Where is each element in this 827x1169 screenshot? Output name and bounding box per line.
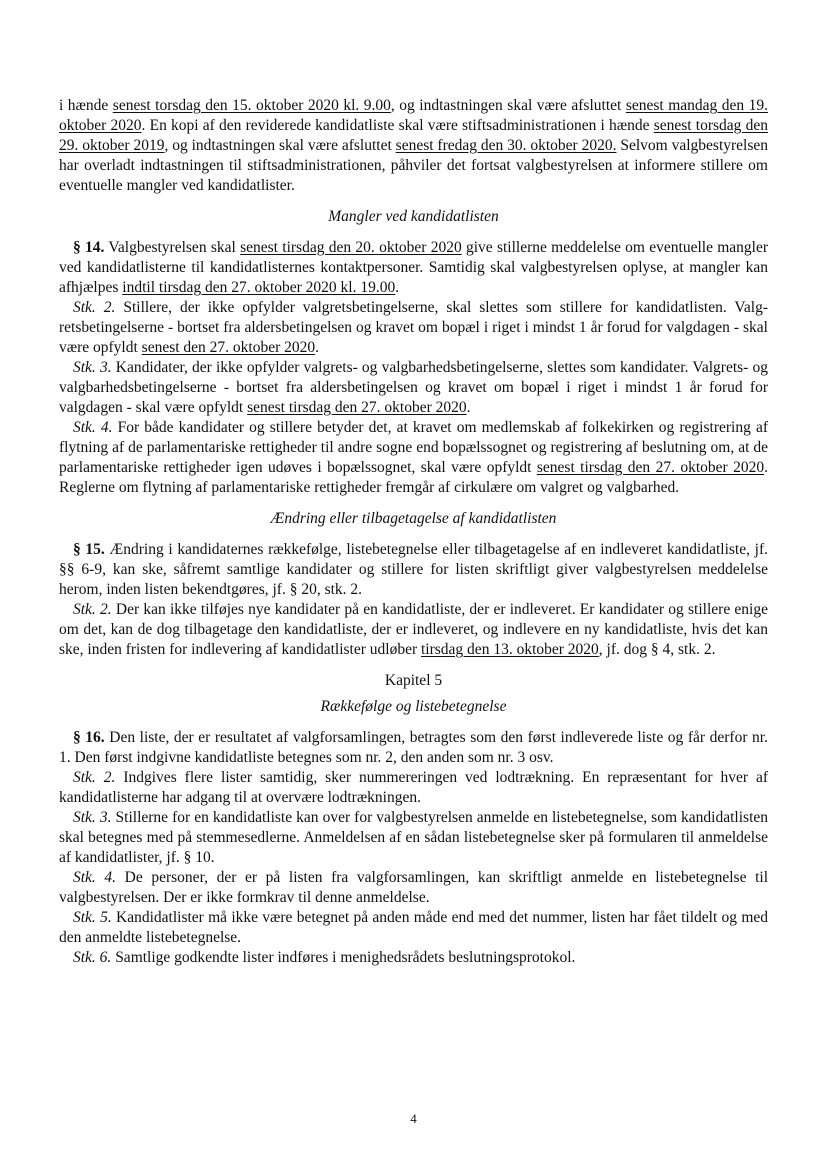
paragraph-number: § 16.	[73, 729, 105, 746]
paragraph-14-stk-3: Stk. 3. Kandidater, der ikke opfylder valgrets- og valgbarhedsbetingelserne, slettes som kandidater. Valgrets- og valgbarhedsbetingelserne - bortset fra aldersbetingelsen og kravet om bopæl i riget i mindst 1 år forud for valgdagen - skal være opfyldt senest tirsdag den 27. oktober 2020.	[59, 359, 768, 416]
deadline-date: senest tirsdag den 20. oktober 2020	[240, 239, 462, 256]
section-heading-mangler: Mangler ved kandidatlisten	[328, 208, 499, 225]
paragraph-14-stk-2: Stk. 2. Stillere, der ikke opfylder valgretsbetingelserne, skal slettes som stillere for kandidatlisten. Valgretsbetingelserne - bortset fra aldersbetingelsen og kravet om bopæl i riget i mindst 1 år forud for valgdagen - skal være opfyldt senest den 27. oktober 2020.	[59, 299, 769, 356]
section-heading-raekkefoelge: Rækkefølge og listebetegnelse	[320, 698, 507, 715]
stk-label: Stk. 4.	[73, 419, 113, 436]
stk-label: Stk. 2.	[73, 601, 112, 618]
paragraph-16: § 16. Den liste, der er resultatet af valgforsamlingen, betragtes som den først indleverede liste og får derfor nr. 1. Den først indgivne kandidatliste betegnes som nr. 2, den anden som nr. 3 osv.	[59, 729, 768, 766]
stk-label: Stk. 2.	[73, 299, 116, 316]
page-number: 4	[410, 1111, 417, 1126]
deadline-date: senest torsdag den 15. oktober 2020 kl. 9.00	[112, 97, 391, 114]
deadline-date: senest torsdag den 29. oktober 2019	[59, 117, 768, 154]
paragraph-16-stk-2: Stk. 2. Indgives flere lister samtidig, sker nummereringen ved lodtrækning. En repræsentant for hver af kandidatlisterne har adgang til at overvære lodtrækningen.	[59, 769, 768, 806]
deadline-date: senest tirsdag den 27. oktober 2020	[536, 459, 765, 476]
stk-label: Stk. 6.	[73, 949, 112, 966]
deadline-date: indtil tirsdag den 27. oktober 2020 kl. 19.00	[122, 279, 396, 296]
page-body	[59, 96, 768, 968]
intro-paragraph: i hænde senest torsdag den 15. oktober 2020 kl. 9.00, og indtastningen skal være afsluttet senest mandag den 19. oktober 2020. En kopi af den reviderede kandidatliste skal være stiftsadministrationen i hænde senest torsdag den 29. oktober 2019, og indtastningen skal være afsluttet senest fredag den 30. oktober 2020. Selvom valgbestyrelsen har overladt indtastningen til stiftsadministrationen, påhviler det fortsat valgbestyrelsen at informere stillere om eventuelle mangler ved kandidatlister.	[59, 97, 769, 194]
paragraph-15: § 15. Ændring i kandidaternes rækkefølge, listebetegnelse eller tilbagetagelse af en indleveret kandidatliste, jf. §§ 6-9, kan ske, såfremt samtlige kandidater og stillere for listen skriftligt giver valgbestyrelsen meddelelse herom, inden listen bekendtgøres, jf. § 20, stk. 2.	[59, 541, 769, 598]
chapter-title: Kapitel 5	[384, 672, 443, 689]
paragraph-16-stk-6: Stk. 6. Samtlige godkendte lister indføres i menighedsrådets beslutningsprotokol.	[73, 949, 576, 966]
deadline-date: senest den 27. oktober 2020	[141, 339, 316, 356]
deadline-date: senest fredag den 30. oktober 2020.	[395, 137, 617, 154]
paragraph-15-stk-2: Stk. 2. Der kan ikke tilføjes nye kandidater på en kandidatliste, der er indleveret. Er kandidater og stillere enige om det, kan de dog tilbagetage den kandidatliste, der er indleveret, og indlevere en ny kandidatliste, hvis det kan ske, inden fristen for indlevering af kandidatlister udløber tirsdag den 13. oktober 2020, jf. dog § 4, stk. 2.	[59, 601, 768, 658]
paragraph-16-stk-3: Stk. 3. Stillerne for en kandidatliste kan over for valgbestyrelsen anmelde en listebetegnelse, som kandidatlisten skal betegnes med på stemmesedlerne. Anmeldelsen af en sådan listebetegnelse sker på formularen til anmeldelse af kandidatlister, jf. § 10.	[59, 809, 769, 866]
deadline-date: senest mandag den 19. oktober 2020	[59, 97, 769, 134]
paragraph-14: § 14. Valgbestyrelsen skal senest tirsdag den 20. oktober 2020 give stillerne meddelelse om eventuelle mangler ved kandidatlisterne til kandidatlisternes kontaktpersoner. Samtidig skal valgbestyrelsen oplyse, at mangler kan afhjælpes indtil tirsdag den 27. oktober 2020 kl. 19.00.	[59, 239, 769, 296]
stk-label: Stk. 4.	[73, 869, 117, 886]
stk-label: Stk. 3.	[73, 359, 112, 376]
paragraph-16-stk-5: Stk. 5. Kandidatlister må ikke være betegnet på anden måde end med det nummer, listen har fået tildelt og med den anmeldte listebetegnelse.	[59, 909, 769, 946]
paragraph-16-stk-4: Stk. 4. De personer, der er på listen fra valgforsamlingen, kan skriftligt anmelde en listebetegnelse til valgbestyrelsen. Der er ikke formkrav til denne anmeldelse.	[59, 869, 768, 906]
paragraph-number: § 14.	[73, 239, 105, 256]
stk-label: Stk. 5.	[73, 909, 112, 926]
stk-label: Stk. 2.	[73, 769, 116, 786]
deadline-date: senest tirsdag den 27. oktober 2020	[247, 399, 467, 416]
paragraph-number: § 15.	[73, 541, 105, 558]
section-heading-aendring: Ændring eller tilbagetagelse af kandidatlisten	[270, 510, 557, 527]
deadline-date: tirsdag den 13. oktober 2020	[421, 641, 599, 658]
paragraph-14-stk-4: Stk. 4. For både kandidater og stillere betyder det, at kravet om medlemskab af folkekirken og registrering af flytning af de parlamentariske rettigheder til andre sogne end bopælssognet og registrering af beslutning om, at de parlamentariske rettigheder igen udøves i bopælssognet, skal være opfyldt senest tirsdag den 27. oktober 2020. Reglerne om flytning af parlamentariske rettigheder fremgår af cirkulære om valgret og valgbarhed.	[59, 419, 769, 496]
stk-label: Stk. 3.	[73, 809, 112, 826]
